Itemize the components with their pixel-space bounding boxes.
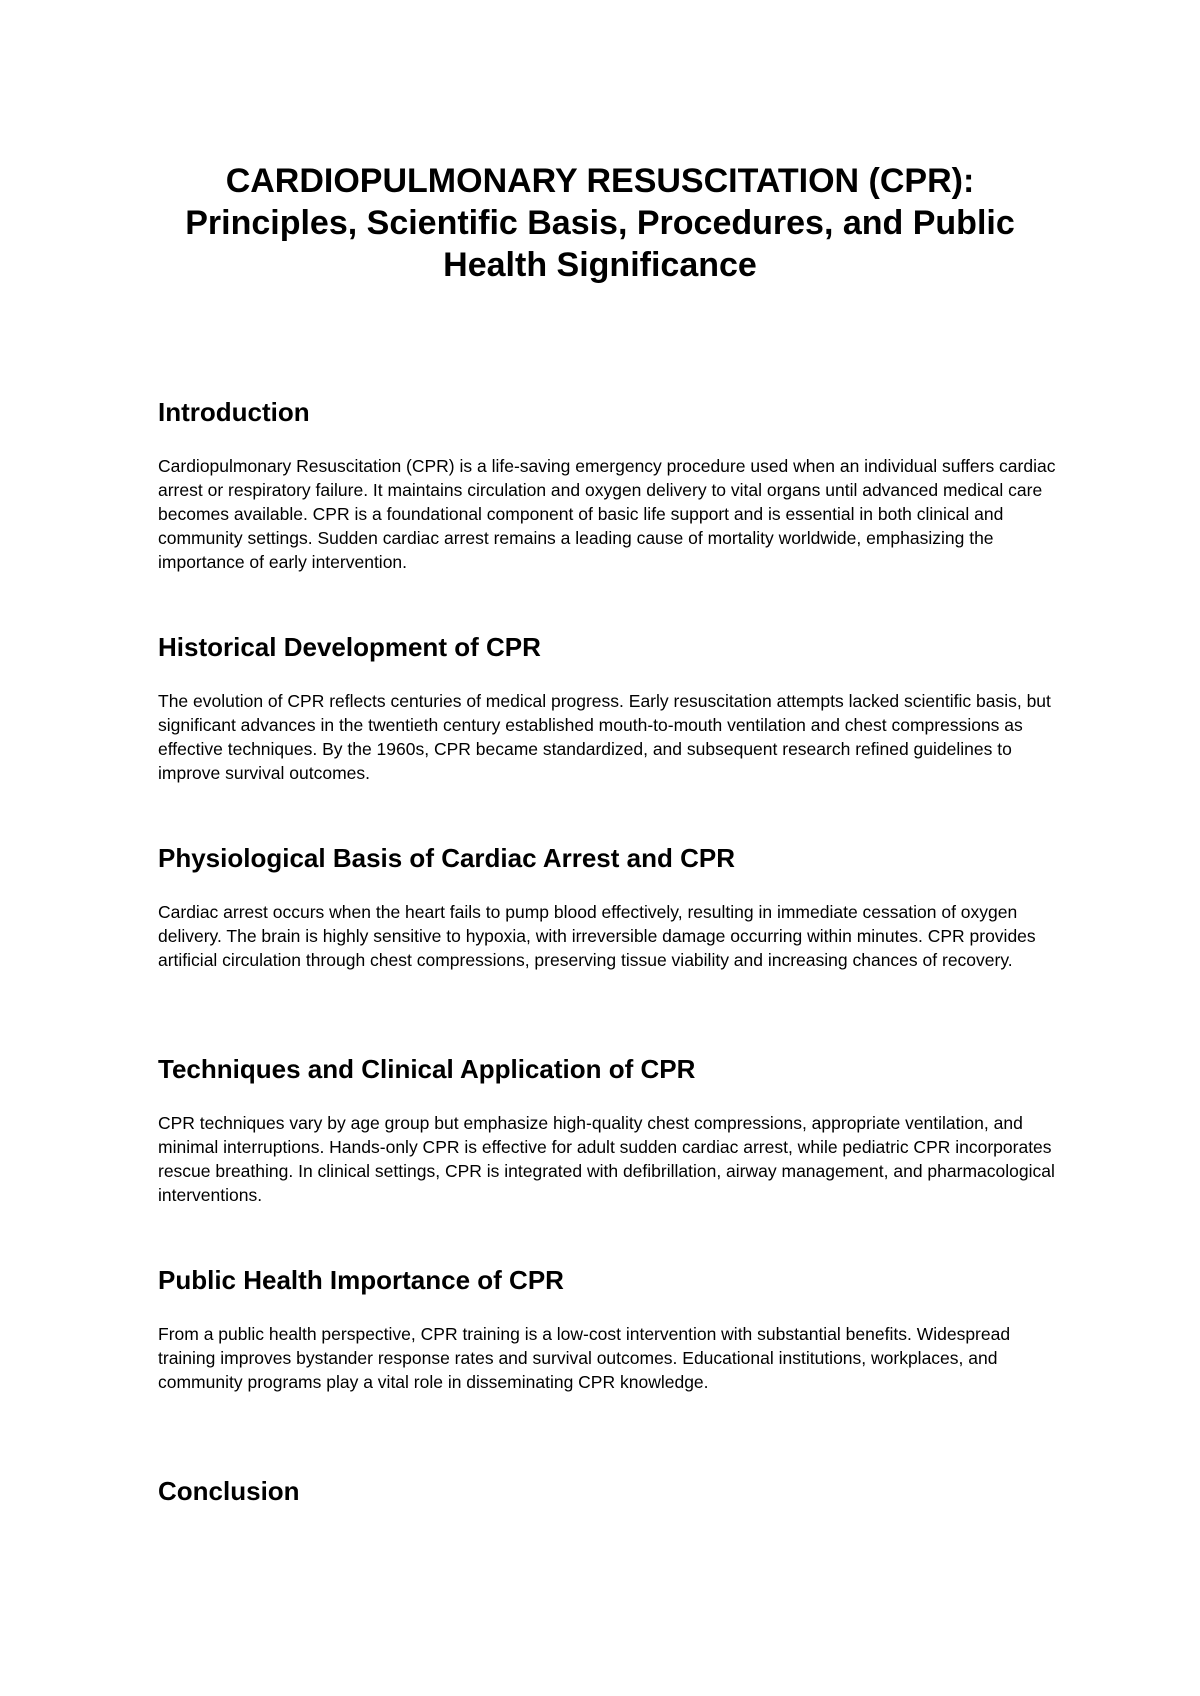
section-heading: Techniques and Clinical Application of CPR: [158, 1054, 696, 1084]
section-techniques: [158, 1053, 1068, 1207]
section-heading: Public Health Importance of CPR: [158, 1265, 564, 1295]
section-paragraph: CPR techniques vary by age group but emphasize high-quality chest compressions, appropriate ventilation, and minimal interruptions. Hands-only CPR is effective for adult sudden cardiac arrest, while pediatric CPR incorporates rescue breathing. In clinical settings, CPR is integrated with defibrillation, airway management, and pharmacological interventions.: [158, 1113, 1055, 1205]
section-conclusion: [158, 1475, 1068, 1507]
section-introduction: [158, 396, 1068, 574]
section-paragraph: From a public health perspective, CPR training is a low-cost intervention with substantial benefits. Widespread training improves bystander response rates and survival outcomes. Educational institutions, workplaces, and community programs play a vital role in disseminating CPR knowledge.: [158, 1324, 1011, 1392]
section-heading: Physiological Basis of Cardiac Arrest and CPR: [158, 843, 735, 873]
section-public-health: [158, 1264, 1068, 1394]
section-heading: Historical Development of CPR: [158, 632, 541, 662]
document-title: CARDIOPULMONARY RESUSCITATION (CPR): Principles, Scientific Basis, Procedures, and Public Health Significance: [185, 162, 1015, 284]
section-paragraph: Cardiac arrest occurs when the heart fails to pump blood effectively, resulting in immediate cessation of oxygen delivery. The brain is highly sensitive to hypoxia, with irreversible damage occurring within minutes. CPR provides artificial circulation through chest compressions, preserving tissue viability and increasing chances of recovery.: [158, 902, 1036, 970]
section-heading: Conclusion: [158, 1476, 300, 1506]
section-historical-development: [158, 631, 1068, 785]
section-paragraph: The evolution of CPR reflects centuries of medical progress. Early resuscitation attempts lacked scientific basis, but significant advances in the twentieth century established mouth-to-mouth ventilation and chest compressions as effective techniques. By the 1960s, CPR became standardized, and subsequent research refined guidelines to improve survival outcomes.: [158, 691, 1051, 783]
section-physiological-basis: [158, 842, 1068, 972]
section-paragraph: Cardiopulmonary Resuscitation (CPR) is a life-saving emergency procedure used when an individual suffers cardiac arrest or respiratory failure. It maintains circulation and oxygen delivery to vital organs until advanced medical care becomes available. CPR is a foundational component of basic life support and is essential in both clinical and community settings. Sudden cardiac arrest remains a leading cause of mortality worldwide, emphasizing the importance of early intervention.: [158, 456, 1056, 572]
section-heading: Introduction: [158, 397, 310, 427]
